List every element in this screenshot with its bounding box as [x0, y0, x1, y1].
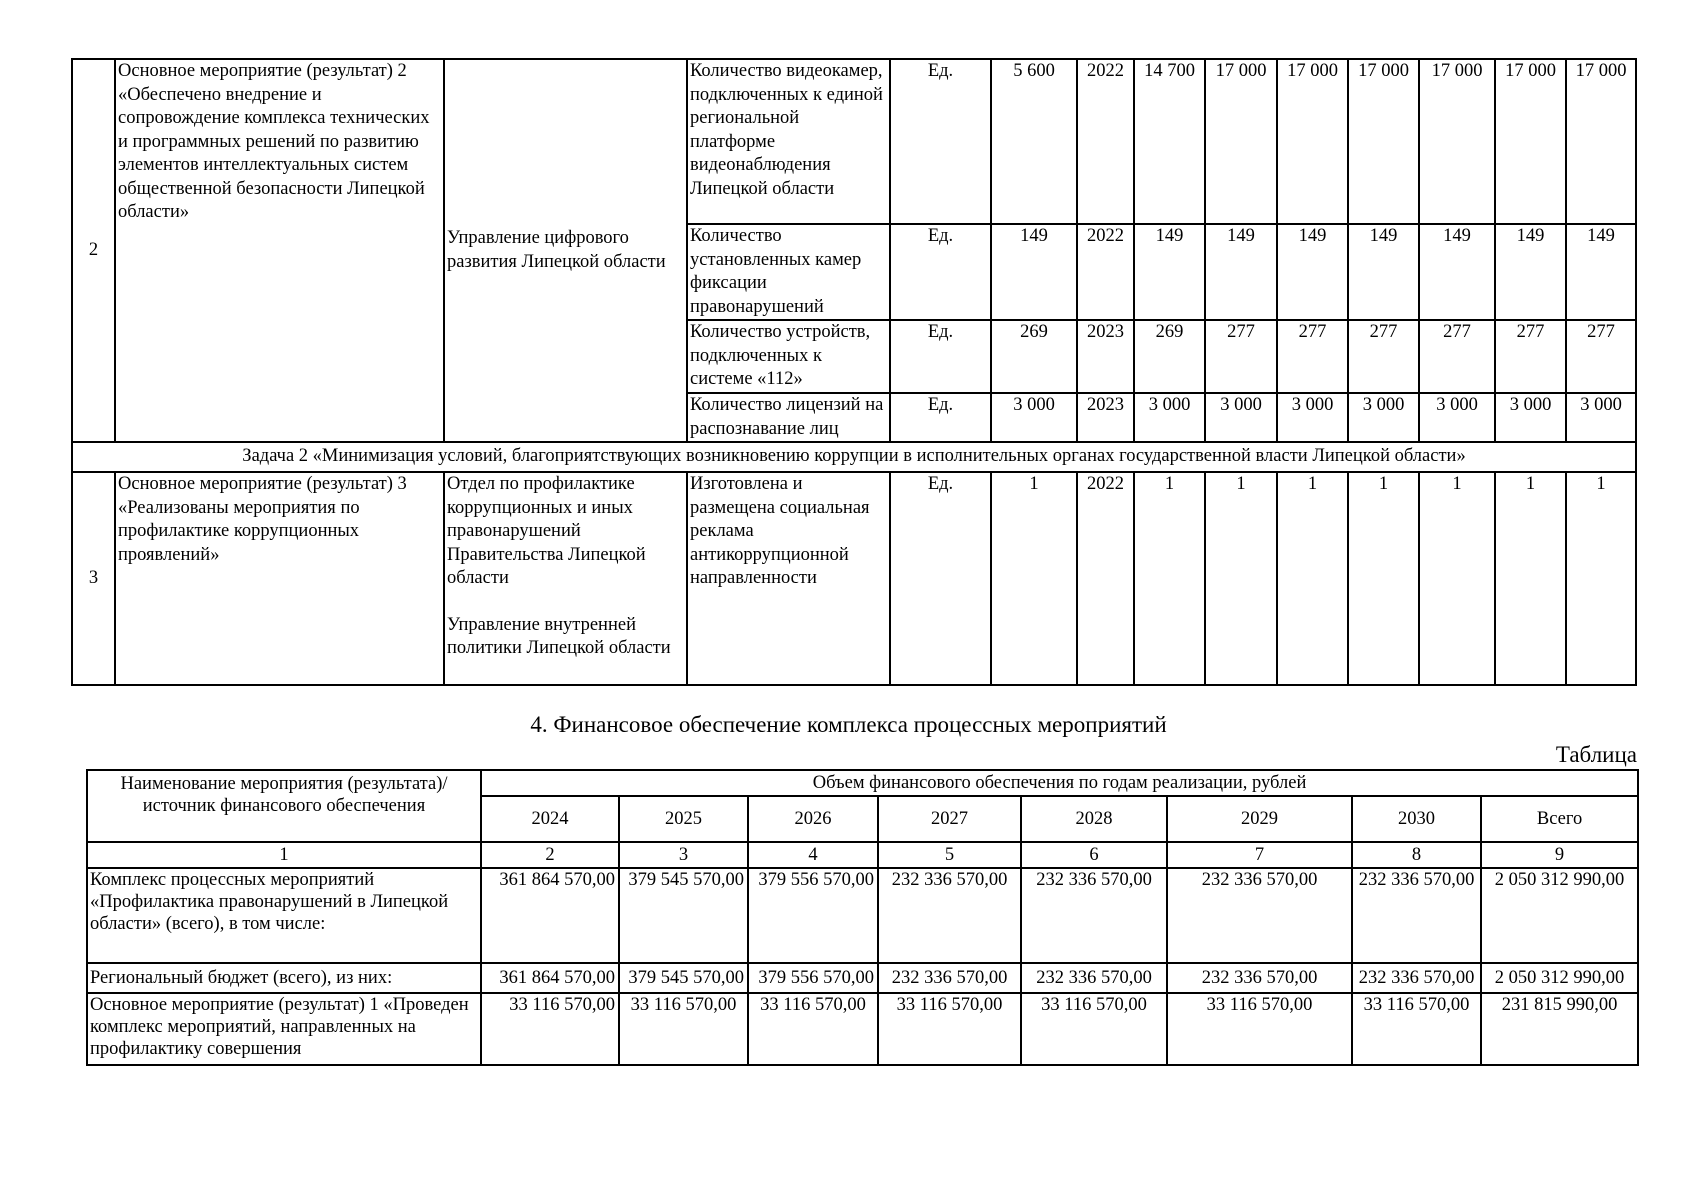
table-header-row: [87, 770, 1638, 796]
amount-cell: 361 864 570,00: [481, 963, 619, 993]
base-value: 5 600: [991, 59, 1077, 224]
unit: Ед.: [890, 393, 991, 442]
base-value: 149: [991, 224, 1077, 320]
table-row: [87, 868, 1638, 963]
table-row: [87, 993, 1638, 1065]
value-cell: 14 700: [1134, 59, 1205, 224]
column-number: 1: [87, 842, 481, 868]
amount-cell: 33 116 570,00: [878, 993, 1021, 1065]
value-cell: 149: [1277, 224, 1348, 320]
amount-cell: 379 556 570,00: [748, 868, 878, 963]
column-number-row: [87, 842, 1638, 868]
amount-cell: 231 815 990,00: [1481, 993, 1638, 1065]
executor-2: Управление внутренней политики Липецкой области: [447, 614, 671, 658]
value-cell: 17 000: [1419, 59, 1495, 224]
value-cell: 149: [1205, 224, 1277, 320]
amount-cell: 379 545 570,00: [619, 963, 748, 993]
value-cell: 3 000: [1566, 393, 1636, 442]
value-cell: 149: [1348, 224, 1419, 320]
executor: Управление цифрового развития Липецкой области: [444, 59, 687, 442]
value-cell: 269: [1134, 320, 1205, 393]
base-value: 1: [991, 472, 1077, 685]
value-cell: 3 000: [1134, 393, 1205, 442]
indicator-name: Количество видеокамер, подключенных к единой региональной платформе видеонаблюдения Липецкой области: [687, 59, 890, 224]
event-name: Основное мероприятие (результат) 2 «Обеспечено внедрение и сопровождение комплекса технических и программных решений по развитию элементов интеллектуальных систем общественной безопасности Липецкой области»: [115, 59, 444, 442]
value-cell: 3 000: [1495, 393, 1566, 442]
amount-cell: 232 336 570,00: [878, 963, 1021, 993]
base-value: 269: [991, 320, 1077, 393]
column-number: 8: [1352, 842, 1481, 868]
value-cell: 277: [1419, 320, 1495, 393]
year-header: 2030: [1352, 796, 1481, 842]
amount-cell: 379 545 570,00: [619, 868, 748, 963]
amount-cell: 33 116 570,00: [1021, 993, 1167, 1065]
amount-cell: 379 556 570,00: [748, 963, 878, 993]
year-header: 2024: [481, 796, 619, 842]
column-number: 6: [1021, 842, 1167, 868]
column-number: 5: [878, 842, 1021, 868]
amount-cell: 232 336 570,00: [1167, 963, 1352, 993]
table-row: [72, 472, 1636, 685]
value-cell: 1: [1419, 472, 1495, 685]
base-year: 2022: [1077, 472, 1134, 685]
table-row: [87, 963, 1638, 993]
row-name: Региональный бюджет (всего), из них:: [87, 963, 481, 993]
base-year: 2022: [1077, 224, 1134, 320]
indicators-table: [71, 58, 1637, 686]
value-cell: 17 000: [1495, 59, 1566, 224]
amount-cell: 33 116 570,00: [481, 993, 619, 1065]
value-cell: 277: [1277, 320, 1348, 393]
column-number: 4: [748, 842, 878, 868]
indicator-name: Количество установленных камер фиксации правонарушений: [687, 224, 890, 320]
value-cell: 277: [1495, 320, 1566, 393]
year-header: 2029: [1167, 796, 1352, 842]
indicator-name: Изготовлена и размещена социальная реклама антикоррупционной направленности: [687, 472, 890, 685]
row-name: Комплекс процессных мероприятий «Профилактика правонарушений в Липецкой области» (всего), в том числе:: [87, 868, 481, 963]
value-cell: 1: [1205, 472, 1277, 685]
amount-cell: 232 336 570,00: [1021, 868, 1167, 963]
value-cell: 17 000: [1348, 59, 1419, 224]
amount-cell: 33 116 570,00: [748, 993, 878, 1065]
value-cell: 1: [1348, 472, 1419, 685]
total-header: Всего: [1481, 796, 1638, 842]
column-number: 9: [1481, 842, 1638, 868]
unit: Ед.: [890, 224, 991, 320]
value-cell: 149: [1495, 224, 1566, 320]
amount-cell: 33 116 570,00: [1352, 993, 1481, 1065]
year-header: 2026: [748, 796, 878, 842]
amount-cell: 361 864 570,00: [481, 868, 619, 963]
year-header: 2028: [1021, 796, 1167, 842]
amount-cell: 232 336 570,00: [878, 868, 1021, 963]
amount-cell: 33 116 570,00: [619, 993, 748, 1065]
row-number: 3: [72, 472, 115, 685]
value-cell: 1: [1566, 472, 1636, 685]
value-cell: 17 000: [1566, 59, 1636, 224]
indicator-name: Количество лицензий на распознавание лиц: [687, 393, 890, 442]
amount-cell: 232 336 570,00: [1021, 963, 1167, 993]
amount-cell: 2 050 312 990,00: [1481, 868, 1638, 963]
value-cell: 1: [1134, 472, 1205, 685]
amount-cell: 232 336 570,00: [1352, 868, 1481, 963]
value-cell: 3 000: [1348, 393, 1419, 442]
value-cell: 277: [1566, 320, 1636, 393]
value-cell: 277: [1205, 320, 1277, 393]
value-cell: 149: [1134, 224, 1205, 320]
value-cell: 277: [1348, 320, 1419, 393]
value-cell: 149: [1419, 224, 1495, 320]
amount-cell: 2 050 312 990,00: [1481, 963, 1638, 993]
value-cell: 3 000: [1205, 393, 1277, 442]
value-cell: 1: [1495, 472, 1566, 685]
column-number: 7: [1167, 842, 1352, 868]
table-row: [72, 59, 1636, 224]
unit: Ед.: [890, 472, 991, 685]
amount-cell: 232 336 570,00: [1167, 868, 1352, 963]
base-value: 3 000: [991, 393, 1077, 442]
column-number: 3: [619, 842, 748, 868]
base-year: 2023: [1077, 393, 1134, 442]
amount-cell: 232 336 570,00: [1352, 963, 1481, 993]
value-cell: 17 000: [1205, 59, 1277, 224]
task-heading: Задача 2 «Минимизация условий, благоприятствующих возникновению коррупции в исполнительных органах государственной власти Липецкой области»: [72, 442, 1636, 472]
executor: [444, 472, 687, 685]
value-cell: 149: [1566, 224, 1636, 320]
financing-table: [86, 769, 1639, 1066]
value-cell: 1: [1277, 472, 1348, 685]
value-cell: 3 000: [1277, 393, 1348, 442]
base-year: 2022: [1077, 59, 1134, 224]
amount-cell: 33 116 570,00: [1167, 993, 1352, 1065]
table-label: Таблица: [1555, 742, 1637, 767]
executor-1: Отдел по профилактике коррупционных и иных правонарушений Правительства Липецкой области: [447, 474, 646, 588]
year-header: 2027: [878, 796, 1021, 842]
value-cell: 17 000: [1277, 59, 1348, 224]
base-year: 2023: [1077, 320, 1134, 393]
row-name: Основное мероприятие (результат) 1 «Проведен комплекс мероприятий, направленных на профилактику совершения: [87, 993, 481, 1065]
indicator-name: Количество устройств, подключенных к системе «112»: [687, 320, 890, 393]
unit: Ед.: [890, 59, 991, 224]
column-number: 2: [481, 842, 619, 868]
name-header: Наименование мероприятия (результата)/источник финансового обеспечения: [87, 770, 481, 842]
unit: Ед.: [890, 320, 991, 393]
row-number: 2: [72, 59, 115, 442]
table-row: [72, 442, 1636, 472]
section-title: 4. Финансовое обеспечение комплекса процессных мероприятий: [530, 712, 1167, 737]
year-header: 2025: [619, 796, 748, 842]
value-cell: 3 000: [1419, 393, 1495, 442]
event-name: Основное мероприятие (результат) 3 «Реализованы мероприятия по профилактике коррупционных проявлений»: [115, 472, 444, 685]
volume-header: Объем финансового обеспечения по годам реализации, рублей: [481, 770, 1638, 796]
